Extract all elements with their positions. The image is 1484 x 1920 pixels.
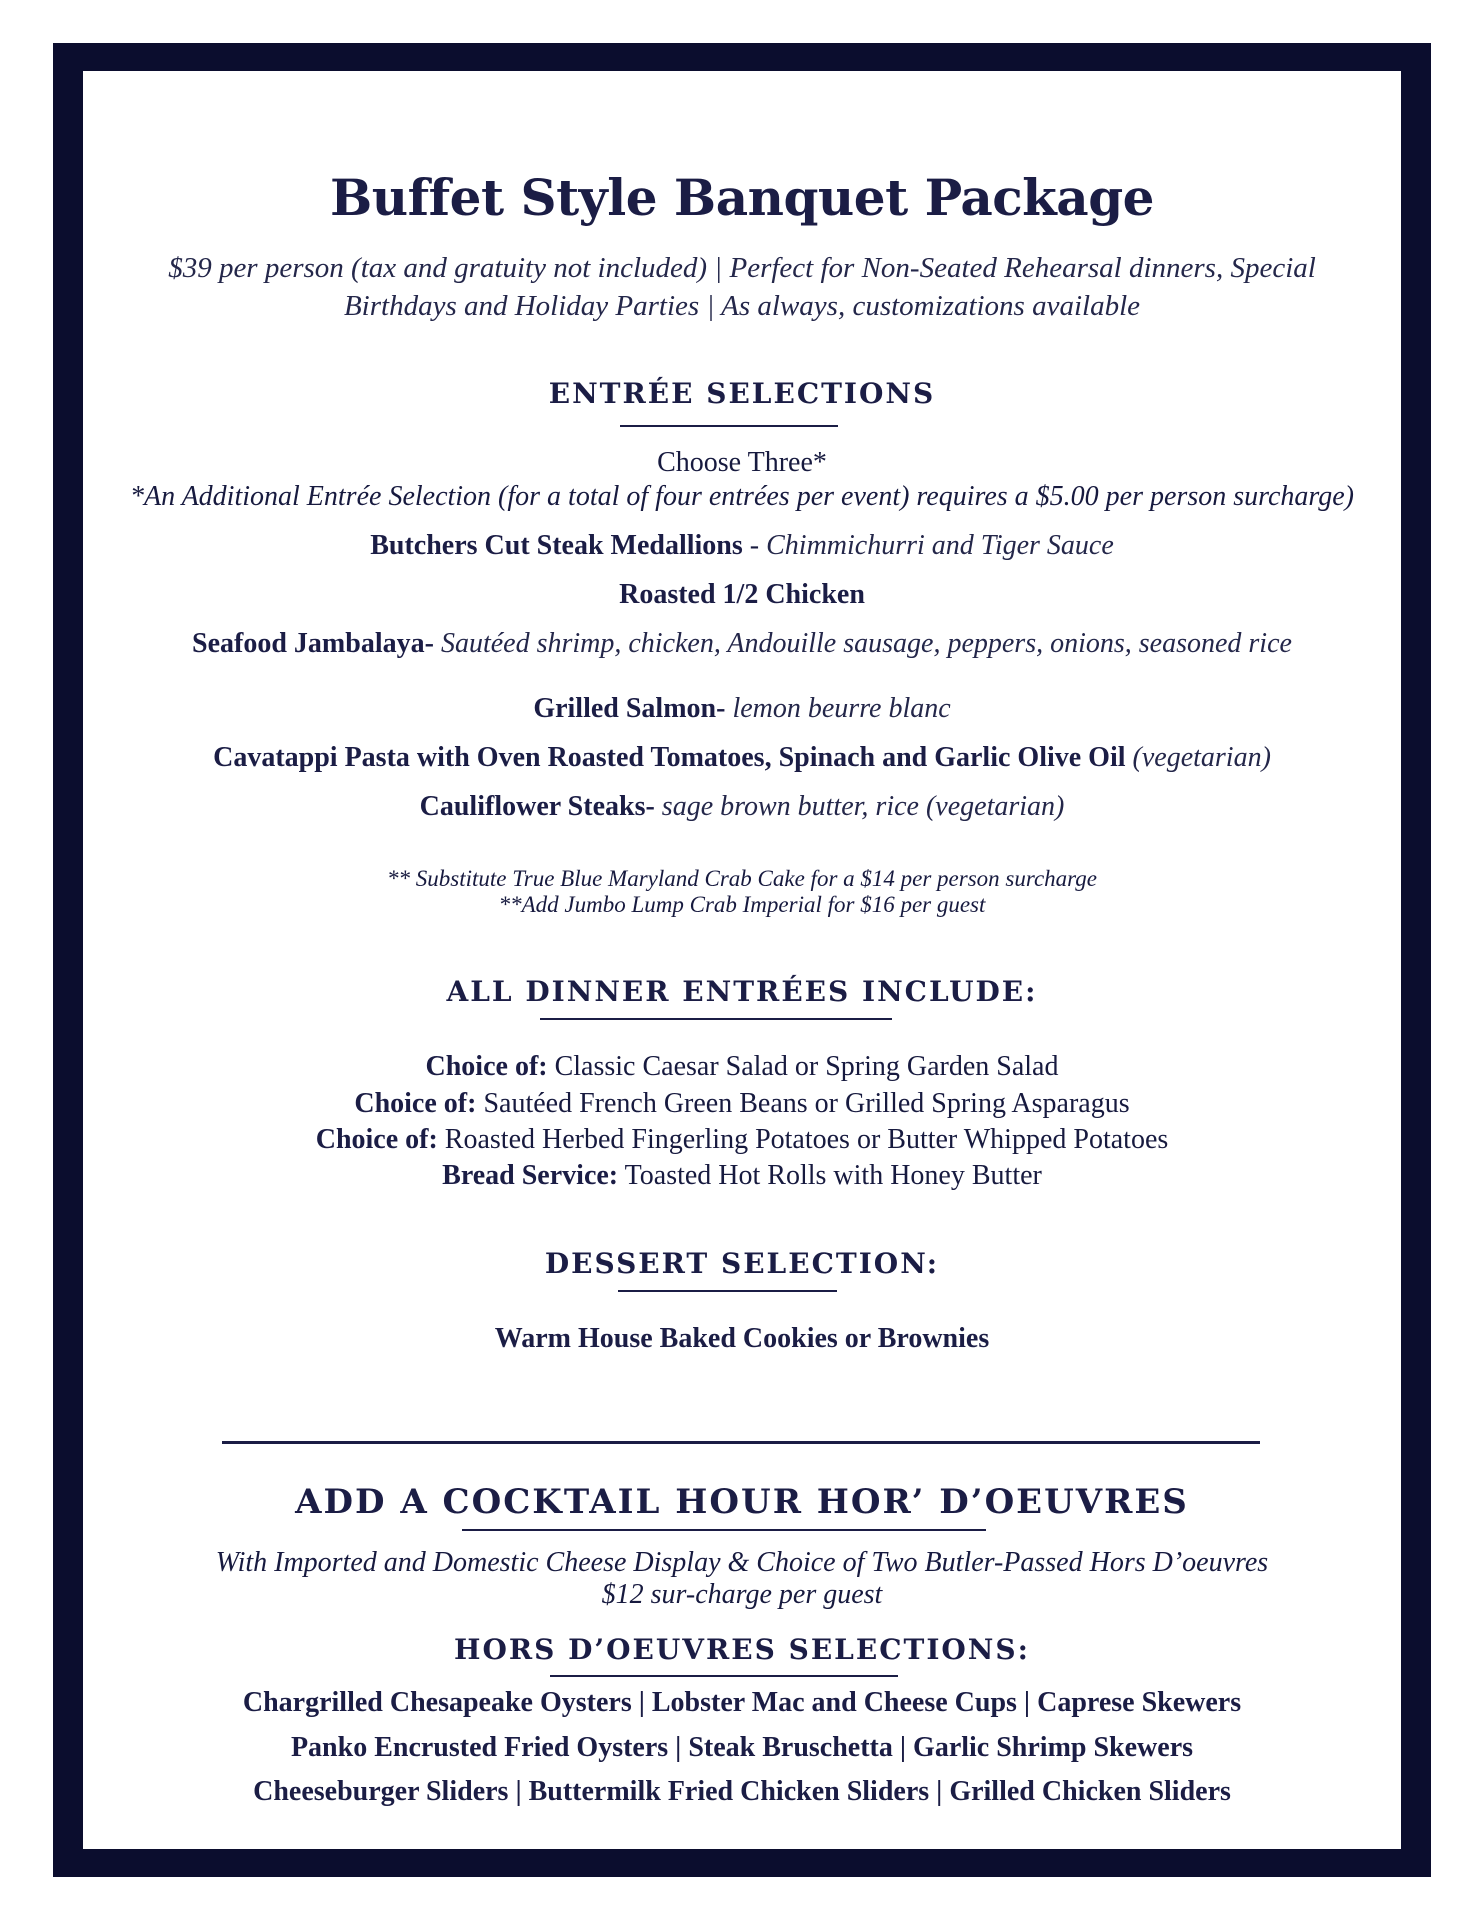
entree-desc: lemon beurre blanc — [732, 693, 951, 724]
choose-three: Choose Three* — [657, 447, 827, 478]
include-line — [83, 1124, 1401, 1156]
entree-sep: - — [742, 530, 767, 561]
include-text: Toasted Hot Rolls with Honey Butter — [618, 1160, 1042, 1191]
entree-desc: Sautéed shrimp, chicken, Andouille sausage, peppers, onions, seasoned rice — [440, 628, 1292, 659]
cocktail-heading: ADD A COCKTAIL HOUR HOR’ D’OEUVRES — [295, 1482, 1189, 1522]
include-label: Bread Service: — [442, 1160, 619, 1191]
crab-cake-surcharge: ** Substitute True Blue Maryland Crab Cake for a $14 per person surcharge — [387, 866, 1097, 891]
include-line — [83, 1051, 1401, 1083]
dessert-heading: DESSERT SELECTION: — [544, 1247, 940, 1280]
intro-line-1: $39 per person (tax and gratuity not included) | Perfect for Non-Seated Rehearsal dinners, Special — [168, 252, 1316, 284]
include-label: Choice of: — [315, 1124, 438, 1155]
intro-line-2: Birthdays and Holiday Parties | As always, customizations available — [343, 290, 1141, 322]
additional-entree-note: *An Additional Entrée Selection (for a total of four entrées per event) requires a $5.00 per person surcharge) — [129, 481, 1354, 512]
include-text: Roasted Herbed Fingerling Potatoes or Butter Whipped Potatoes — [437, 1124, 1169, 1155]
entree-sep — [655, 791, 662, 822]
entree-heading: ENTRÉE SELECTIONS — [548, 377, 936, 410]
entree-name: Butchers Cut Steak Medallions — [370, 530, 743, 561]
hors-doeuvres-row: Panko Encrusted Fried Oysters | Steak Bruschetta | Garlic Shrimp Skewers — [290, 1732, 1194, 1763]
entree-desc: Chimmichurri and Tiger Sauce — [766, 530, 1114, 561]
entree-item — [83, 742, 1401, 774]
includes-heading: ALL DINNER ENTRÉES INCLUDE: — [446, 975, 1038, 1008]
page-title: Buffet Style Banquet Package — [330, 168, 1154, 227]
include-text: Sautéed French Green Beans or Grilled Spring Asparagus — [476, 1088, 1130, 1119]
entree-heading-rule — [620, 425, 838, 427]
hors-doeuvres-heading: HORS D’OEUVRES SELECTIONS: — [454, 1633, 1030, 1666]
cocktail-description: With Imported and Domestic Cheese Display & Choice of Two Butler-Passed Hors D’oeuvres — [215, 1547, 1269, 1578]
dessert-heading-rule — [618, 1290, 837, 1292]
cocktail-heading-rule — [462, 1529, 986, 1531]
entree-name: Roasted 1/2 Chicken — [619, 579, 865, 610]
hors-doeuvres-row: Chargrilled Chesapeake Oysters | Lobster Mac and Cheese Cups | Caprese Skewers — [242, 1687, 1242, 1718]
entree-sep — [434, 628, 441, 659]
include-label: Choice of: — [425, 1051, 548, 1082]
crab-imperial-surcharge: **Add Jumbo Lump Crab Imperial for $16 per guest — [498, 892, 986, 917]
include-line — [83, 1160, 1401, 1192]
entree-item — [83, 791, 1401, 823]
entree-name: Cavatappi Pasta with Oven Roasted Tomatoes, Spinach and Garlic Olive Oil — [213, 742, 1126, 773]
entree-desc: (vegetarian) — [1132, 742, 1271, 773]
hors-doeuvres-row: Cheeseburger Sliders | Buttermilk Fried Chicken Sliders | Grilled Chicken Sliders — [253, 1776, 1231, 1807]
cocktail-price: $12 sur-charge per guest — [601, 1579, 883, 1610]
entree-item — [83, 693, 1401, 725]
entree-desc: sage brown butter, rice (vegetarian) — [661, 791, 1065, 822]
includes-heading-rule — [540, 1018, 892, 1020]
hors-doeuvres-heading-rule — [550, 1675, 898, 1677]
entree-item — [83, 579, 1401, 611]
entree-name: Seafood Jambalaya- — [192, 628, 434, 659]
entree-item — [83, 530, 1401, 562]
include-text: Classic Caesar Salad or Spring Garden Salad — [547, 1051, 1059, 1082]
include-label: Choice of: — [354, 1088, 477, 1119]
dessert-item: Warm House Baked Cookies or Brownies — [494, 1323, 990, 1354]
entree-item — [83, 628, 1401, 660]
entree-name: Cauliflower Steaks- — [419, 791, 655, 822]
entree-name: Grilled Salmon- — [533, 693, 726, 724]
include-line — [83, 1088, 1401, 1120]
entree-sep — [1126, 742, 1133, 773]
section-divider — [222, 1441, 1260, 1444]
